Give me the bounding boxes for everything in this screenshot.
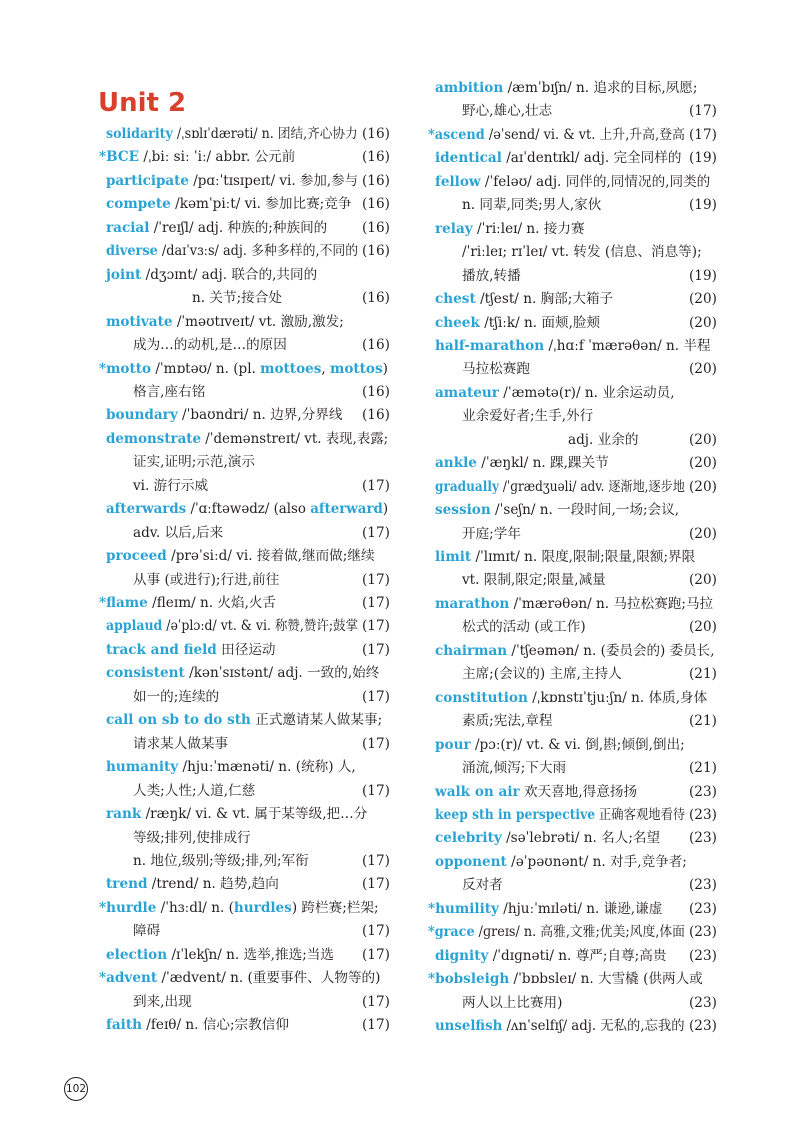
- definition: 请求某人做某事: [133, 735, 229, 752]
- page-reference: (23): [689, 900, 717, 917]
- glossary-entry: [435, 735, 685, 755]
- glossary-entry: [428, 969, 703, 989]
- headword: *advent: [99, 970, 158, 987]
- glossary-entry: [435, 852, 687, 872]
- definition: /trend/ n. 趋势,趋向: [147, 876, 279, 893]
- definition: vt. 限制,限定;限量,减量: [462, 572, 606, 589]
- headword: diverse: [106, 243, 158, 260]
- definition: 野心,雄心,壮志: [462, 103, 553, 120]
- definition: 如一的;连续的: [133, 688, 220, 705]
- page-reference: (16): [362, 196, 390, 213]
- glossary-entry: [133, 523, 223, 543]
- headword: limit: [435, 549, 472, 565]
- definition: /ˈreɪʃl/ adj. 种族的;种族间的: [149, 219, 328, 236]
- glossary-entry: [99, 968, 380, 988]
- headword: *humility: [428, 900, 499, 917]
- definition: 反对者: [462, 877, 503, 894]
- headword: gradually: [435, 478, 499, 495]
- headword: dignity: [435, 947, 489, 964]
- headword: *hurdle: [99, 899, 157, 916]
- definition: /ɪˈlekʃn/ n. 选举,推选;当选: [167, 946, 334, 963]
- headword: trend: [106, 876, 148, 893]
- glossary-entry: [435, 500, 679, 520]
- glossary-entry: [106, 171, 358, 191]
- page-reference: (17): [362, 852, 390, 869]
- headword: motivate: [106, 313, 173, 330]
- glossary-entry: [99, 359, 388, 379]
- page-reference: (17): [362, 1017, 390, 1034]
- definition: /ˈfeləʊ/ adj. 同伴的,同情况的,同类的: [480, 173, 711, 190]
- page-reference: (16): [362, 383, 390, 400]
- page-reference: (20): [689, 525, 717, 542]
- headword: racial: [106, 219, 150, 236]
- definition: /tʃiːk/ n. 面颊,脸颊: [479, 314, 601, 331]
- glossary-entry: [99, 898, 379, 918]
- glossary-entry: [133, 781, 255, 801]
- glossary-entry: [435, 1016, 685, 1036]
- page-reference: (21): [689, 760, 717, 777]
- definition: 两人以上比赛用): [462, 994, 563, 1011]
- headword-variant: hurdles: [233, 899, 292, 916]
- definition: /ˈbɒbsleɪ/ n. 大雪橇 (供两人或: [509, 971, 703, 988]
- headword: walk on air: [435, 783, 520, 800]
- headword: ankle: [435, 455, 477, 472]
- page-reference: (19): [689, 197, 717, 214]
- definition: /ˈæŋkl/ n. 踝,踝关节: [476, 455, 609, 472]
- headword: *BCE: [99, 149, 140, 166]
- headword: celebrity: [435, 830, 502, 847]
- definition: /fleɪm/ n. 火焰,火舌: [147, 595, 277, 611]
- page-reference: (17): [689, 103, 717, 120]
- definition: /æmˈbɪʃn/ n. 追求的目标,夙愿;: [503, 80, 698, 96]
- glossary-entry: [99, 593, 276, 613]
- headword: applaud: [106, 618, 163, 635]
- definition: /hjuːˈmænəti/ n. (统称) 人,: [178, 759, 356, 776]
- headword: marathon: [435, 595, 510, 612]
- page-reference: (20): [689, 619, 717, 636]
- definition: /ˈriːleɪ; rɪˈleɪ/ vt. 转发 (信息、消息等);: [462, 244, 702, 261]
- definition: /pɔː(r)/ vt. & vi. 倒,斟;倾倒,倒出;: [470, 736, 685, 753]
- glossary-entry: [133, 452, 255, 472]
- definition: ): [382, 501, 389, 518]
- headword: faith: [106, 1017, 142, 1034]
- headword: election: [106, 946, 168, 963]
- definition: /ʌnˈselfɪʃ/ adj. 无私的,忘我的: [502, 1018, 685, 1034]
- page-reference: (17): [362, 477, 390, 494]
- page-reference: (20): [689, 291, 717, 308]
- page-reference: (17): [362, 524, 390, 541]
- glossary-entry: [106, 124, 358, 144]
- glossary-entry: [462, 570, 606, 590]
- headword: constitution: [435, 689, 528, 706]
- glossary-entry: [106, 804, 367, 824]
- headword: session: [435, 502, 491, 519]
- page-reference: (23): [689, 806, 717, 823]
- glossary-entry: [106, 265, 317, 285]
- definition: /ˈæmətə(r)/ n. 业余运动员,: [498, 384, 675, 401]
- definition: /prəˈsiːd/ vi. 接着做,继而做;继续: [166, 548, 375, 565]
- definition: 素质;宪法,章程: [462, 713, 553, 730]
- headword: solidarity: [106, 126, 173, 142]
- glossary-entry: [462, 711, 552, 731]
- headword: chest: [435, 291, 476, 308]
- page-reference: (16): [362, 290, 390, 307]
- definition: 等级;排列,使排成行: [133, 829, 251, 846]
- page-reference: (23): [689, 1018, 717, 1034]
- glossary-entry: [462, 359, 530, 379]
- glossary-entry: [428, 922, 685, 942]
- glossary-entry: [106, 616, 358, 636]
- glossary-entry: [106, 1015, 289, 1035]
- headword: cheek: [435, 314, 480, 331]
- glossary-entry: [435, 828, 660, 848]
- definition: /tʃest/ n. 胸部;大箱子: [475, 291, 614, 308]
- glossary-entry: [568, 430, 638, 450]
- headword: relay: [435, 220, 473, 237]
- page-reference: (16): [362, 243, 390, 260]
- definition: /ˈtʃeəmən/ n. (委员会的) 委员长,: [507, 642, 715, 659]
- glossary-entry: [462, 524, 521, 544]
- definition: vi. 游行示威: [133, 477, 209, 494]
- glossary-entry: [435, 78, 697, 98]
- definition: /ˈbaʊndri/ n. 边界,分界线: [177, 407, 343, 424]
- definition: 马拉松赛跑: [462, 361, 530, 378]
- definition: 人类;人性;人道,仁慈: [133, 782, 256, 799]
- glossary-entry: [435, 946, 666, 966]
- glossary-entry: [106, 710, 382, 730]
- definition: adv. 以后,后来: [133, 524, 224, 541]
- headword: keep sth in perspective: [435, 806, 596, 823]
- page-reference: (23): [689, 877, 717, 894]
- glossary-entry: [435, 172, 710, 192]
- definition: ,: [321, 360, 331, 377]
- definition: 开庭;学年: [462, 525, 521, 542]
- definition: /ˈɑːftəwədz/ (also: [186, 501, 311, 518]
- definition: /feɪθ/ n. 信心;宗教信仰: [141, 1017, 289, 1034]
- headword: call on sb to do sth: [106, 712, 251, 729]
- glossary-entry: [133, 687, 219, 707]
- definition: n. 地位,级别;等级;排,列;军衔: [133, 852, 309, 869]
- page-reference: (21): [689, 666, 717, 683]
- definition: /ˌhɑːf ˈmærəθən/ n. 半程: [544, 337, 711, 354]
- definition: 成为…的动机,是…的原因: [133, 337, 287, 354]
- definition: 主席;(会议的) 主席,主持人: [462, 666, 622, 683]
- page-reference: (20): [689, 361, 717, 378]
- glossary-entry: [106, 218, 327, 238]
- glossary-entry: [435, 313, 600, 333]
- glossary-entry: [435, 148, 681, 168]
- definition: 正式邀请某人做某事;: [250, 712, 383, 729]
- headword: ambition: [435, 80, 504, 96]
- page-reference: (23): [689, 994, 717, 1011]
- headword: half-marathon: [435, 337, 545, 354]
- definition: /ræŋk/ vi. & vt. 属于某等级,把…分: [141, 806, 368, 823]
- page-reference: (17): [362, 923, 390, 940]
- definition: /hjuːˈmɪləti/ n. 谦逊,谦虚: [498, 900, 663, 917]
- page-reference: (17): [362, 618, 390, 635]
- headword: compete: [106, 196, 171, 213]
- headword: track and field: [106, 641, 217, 658]
- glossary-entry: [106, 241, 358, 261]
- glossary-entry: [106, 405, 342, 425]
- headword: chairman: [435, 642, 508, 659]
- page-reference: (17): [362, 993, 390, 1010]
- definition: /səˈlebrəti/ n. 名人;名望: [501, 830, 661, 847]
- page-reference: (23): [689, 830, 717, 847]
- headword-variant: afterward: [310, 501, 383, 518]
- glossary-entry: [435, 477, 685, 497]
- page-reference: (17): [362, 641, 390, 658]
- glossary-entry: [462, 266, 521, 286]
- page-reference: (17): [362, 688, 390, 705]
- glossary-entry: [106, 312, 344, 332]
- definition: /kənˈsɪstənt/ adj. 一致的,始终: [184, 665, 380, 682]
- glossary-entry: [435, 782, 637, 802]
- definition: /ˌkɒnstɪˈtjuːʃn/ n. 体质,身体: [527, 689, 708, 706]
- glossary-entry: [462, 242, 702, 262]
- headword: unselfish: [435, 1018, 503, 1034]
- definition: ): [382, 360, 388, 377]
- glossary-entry: [462, 993, 562, 1013]
- definition: /kəmˈpiːt/ vi. 参加比赛;竞争: [170, 196, 352, 213]
- definition: 田径运动: [216, 641, 276, 658]
- glossary-entry: [133, 921, 160, 941]
- definition: /ˌbiː siː ˈiː/ abbr. 公元前: [139, 149, 296, 166]
- glossary-entry: [106, 945, 334, 965]
- page-reference: (20): [689, 431, 717, 448]
- glossary-entry: [435, 336, 711, 356]
- definition: 证实,证明;示范,演示: [133, 454, 255, 471]
- headword: afterwards: [106, 501, 187, 518]
- glossary-entry: [435, 594, 713, 614]
- page-reference: (17): [362, 946, 390, 963]
- definition: n. 同辈,同类;男人,家伙: [462, 197, 602, 214]
- page-reference: (16): [362, 172, 390, 189]
- definition: 松式的活动 (或工作): [462, 619, 586, 636]
- glossary-entry: [462, 406, 593, 426]
- glossary-entry: [435, 688, 707, 708]
- glossary-entry: [435, 547, 695, 567]
- definition: /daɪˈvɜːs/ adj. 多种多样的,不同的: [157, 243, 359, 260]
- page-reference: (17): [362, 876, 390, 893]
- definition: /əˈplɔːd/ vt. & vi. 称赞,赞许;鼓掌: [162, 618, 359, 635]
- headword: joint: [106, 266, 142, 283]
- page-reference: (17): [689, 126, 717, 143]
- glossary-entry: [133, 570, 279, 590]
- glossary-entry: [435, 453, 609, 473]
- headword: *ascend: [428, 126, 485, 143]
- page-reference: (16): [362, 126, 390, 142]
- unit-title: Unit 2: [98, 88, 187, 118]
- headword: *bobsleigh: [428, 971, 510, 988]
- glossary-entry: [428, 125, 685, 145]
- headword: pour: [435, 736, 471, 753]
- definition: /ˌsɒlɪˈdærəti/ n. 团结,齐心协力: [172, 126, 358, 142]
- page-reference: (16): [362, 219, 390, 236]
- headword: fellow: [435, 173, 481, 190]
- page-reference: (20): [689, 455, 717, 472]
- definition: 欢天喜地,得意扬扬: [519, 783, 638, 800]
- glossary-entry: [106, 640, 276, 660]
- page-reference: (19): [689, 267, 717, 284]
- page-reference: (23): [689, 783, 717, 800]
- glossary-entry: [106, 546, 375, 566]
- glossary-entry: [435, 641, 715, 661]
- headword: proceed: [106, 548, 167, 565]
- glossary-entry: [428, 899, 662, 919]
- headword-variant: mottoes: [260, 360, 322, 377]
- glossary-entry: [435, 805, 685, 825]
- headword: opponent: [435, 853, 507, 870]
- definition: /pɑːˈtɪsɪpeɪt/ vi. 参加,参与: [188, 172, 359, 189]
- definition: 障碍: [133, 923, 161, 940]
- page-reference: (23): [689, 947, 717, 964]
- definition: /əˈpəʊnənt/ n. 对手,竞争者;: [506, 853, 687, 870]
- definition: /ˈdɪɡnəti/ n. 尊严;自尊;高贵: [488, 947, 667, 964]
- definition: /ˈhɜːdl/ n. (: [156, 899, 234, 916]
- glossary-entry: [106, 429, 388, 449]
- definition: /ˈædvent/ n. (重要事件、人物等的): [157, 970, 381, 987]
- page-reference: (16): [362, 149, 390, 166]
- definition: 格言,座右铭: [133, 383, 206, 400]
- headword: demonstrate: [106, 430, 201, 447]
- page-reference: (17): [362, 735, 390, 752]
- headword: *flame: [99, 595, 148, 611]
- glossary-entry: [462, 617, 586, 637]
- definition: /ˈlɪmɪt/ n. 限度,限制;限量,限额;界限: [471, 549, 696, 565]
- definition: 从事 (或进行);行进,前往: [133, 571, 280, 588]
- glossary-entry: [106, 499, 388, 519]
- glossary-entry: [435, 219, 585, 239]
- definition: ) 跨栏赛;栏架;: [291, 899, 379, 916]
- page-reference: (17): [362, 571, 390, 588]
- definition: /ɡreɪs/ n. 高雅,文雅;优美;风度,体面: [474, 924, 685, 941]
- page-reference: (17): [362, 595, 390, 611]
- definition: /ˈməʊtɪveɪt/ vt. 激励,激发;: [172, 313, 344, 330]
- definition: /ˈriːleɪ/ n. 接力赛: [472, 220, 585, 237]
- glossary-entry: [99, 147, 295, 167]
- glossary-entry: [106, 757, 356, 777]
- glossary-entry: [106, 194, 351, 214]
- definition: 到来,出现: [133, 993, 192, 1010]
- page-reference: (20): [689, 314, 717, 331]
- page-reference: (19): [689, 150, 717, 167]
- definition: /dʒɔɪnt/ adj. 联合的,共同的: [141, 266, 318, 283]
- definition: n. 关节;接合处: [192, 290, 282, 307]
- glossary-entry: [133, 476, 208, 496]
- definition: /aɪˈdentɪkl/ adj. 完全同样的: [501, 150, 682, 167]
- glossary-entry: [192, 288, 282, 308]
- glossary-entry: [462, 758, 566, 778]
- glossary-entry: [133, 734, 228, 754]
- glossary-entry: [435, 289, 613, 309]
- page-reference: (16): [362, 337, 390, 354]
- page-reference: (16): [362, 407, 390, 424]
- glossary-entry: [462, 664, 622, 684]
- glossary-entry: [106, 874, 279, 894]
- glossary-entry: [133, 851, 309, 871]
- definition: /ˈmærəθən/ n. 马拉松赛跑;马拉: [509, 595, 714, 612]
- definition: /əˈsend/ vi. & vt. 上升,升高,登高: [484, 126, 685, 143]
- definition: 业余爱好者;生手,外行: [462, 408, 594, 425]
- definition: /ˈmɒtəʊ/ n. (pl.: [151, 360, 261, 377]
- definition: 涌流,倾泻;下大雨: [462, 760, 567, 777]
- glossary-entry: [106, 663, 379, 683]
- glossary-entry: [462, 195, 601, 215]
- headword: rank: [106, 806, 142, 823]
- glossary-entry: [462, 101, 552, 121]
- headword-variant: mottos: [330, 360, 383, 377]
- page-number: 102: [64, 1077, 88, 1101]
- headword: participate: [106, 172, 189, 189]
- definition: 播放,转播: [462, 267, 521, 284]
- page-reference: (21): [689, 713, 717, 730]
- glossary-entry: [133, 992, 192, 1012]
- page-reference: (17): [362, 782, 390, 799]
- definition: 正确客观地看待: [595, 806, 686, 823]
- glossary-entry: [435, 383, 675, 403]
- headword: *grace: [428, 924, 475, 941]
- definition: /ˈɡrædʒuəli/ adv. 逐渐地,逐步地: [498, 478, 685, 495]
- headword: identical: [435, 150, 502, 167]
- headword: consistent: [106, 665, 185, 682]
- glossary-entry: [133, 335, 287, 355]
- headword: humanity: [106, 759, 179, 776]
- definition: /ˈdemənstreɪt/ vt. 表现,表露;: [200, 430, 389, 447]
- page-reference: (20): [689, 478, 717, 495]
- definition: /ˈseʃn/ n. 一段时间,一场;会议,: [490, 502, 680, 519]
- headword: *motto: [99, 360, 152, 377]
- page-reference: (20): [689, 572, 717, 589]
- headword: boundary: [106, 407, 178, 424]
- glossary-entry: [133, 828, 251, 848]
- page-reference: (23): [689, 924, 717, 941]
- definition: adj. 业余的: [568, 431, 639, 448]
- headword: amateur: [435, 384, 499, 401]
- glossary-entry: [133, 382, 205, 402]
- glossary-entry: [462, 875, 503, 895]
